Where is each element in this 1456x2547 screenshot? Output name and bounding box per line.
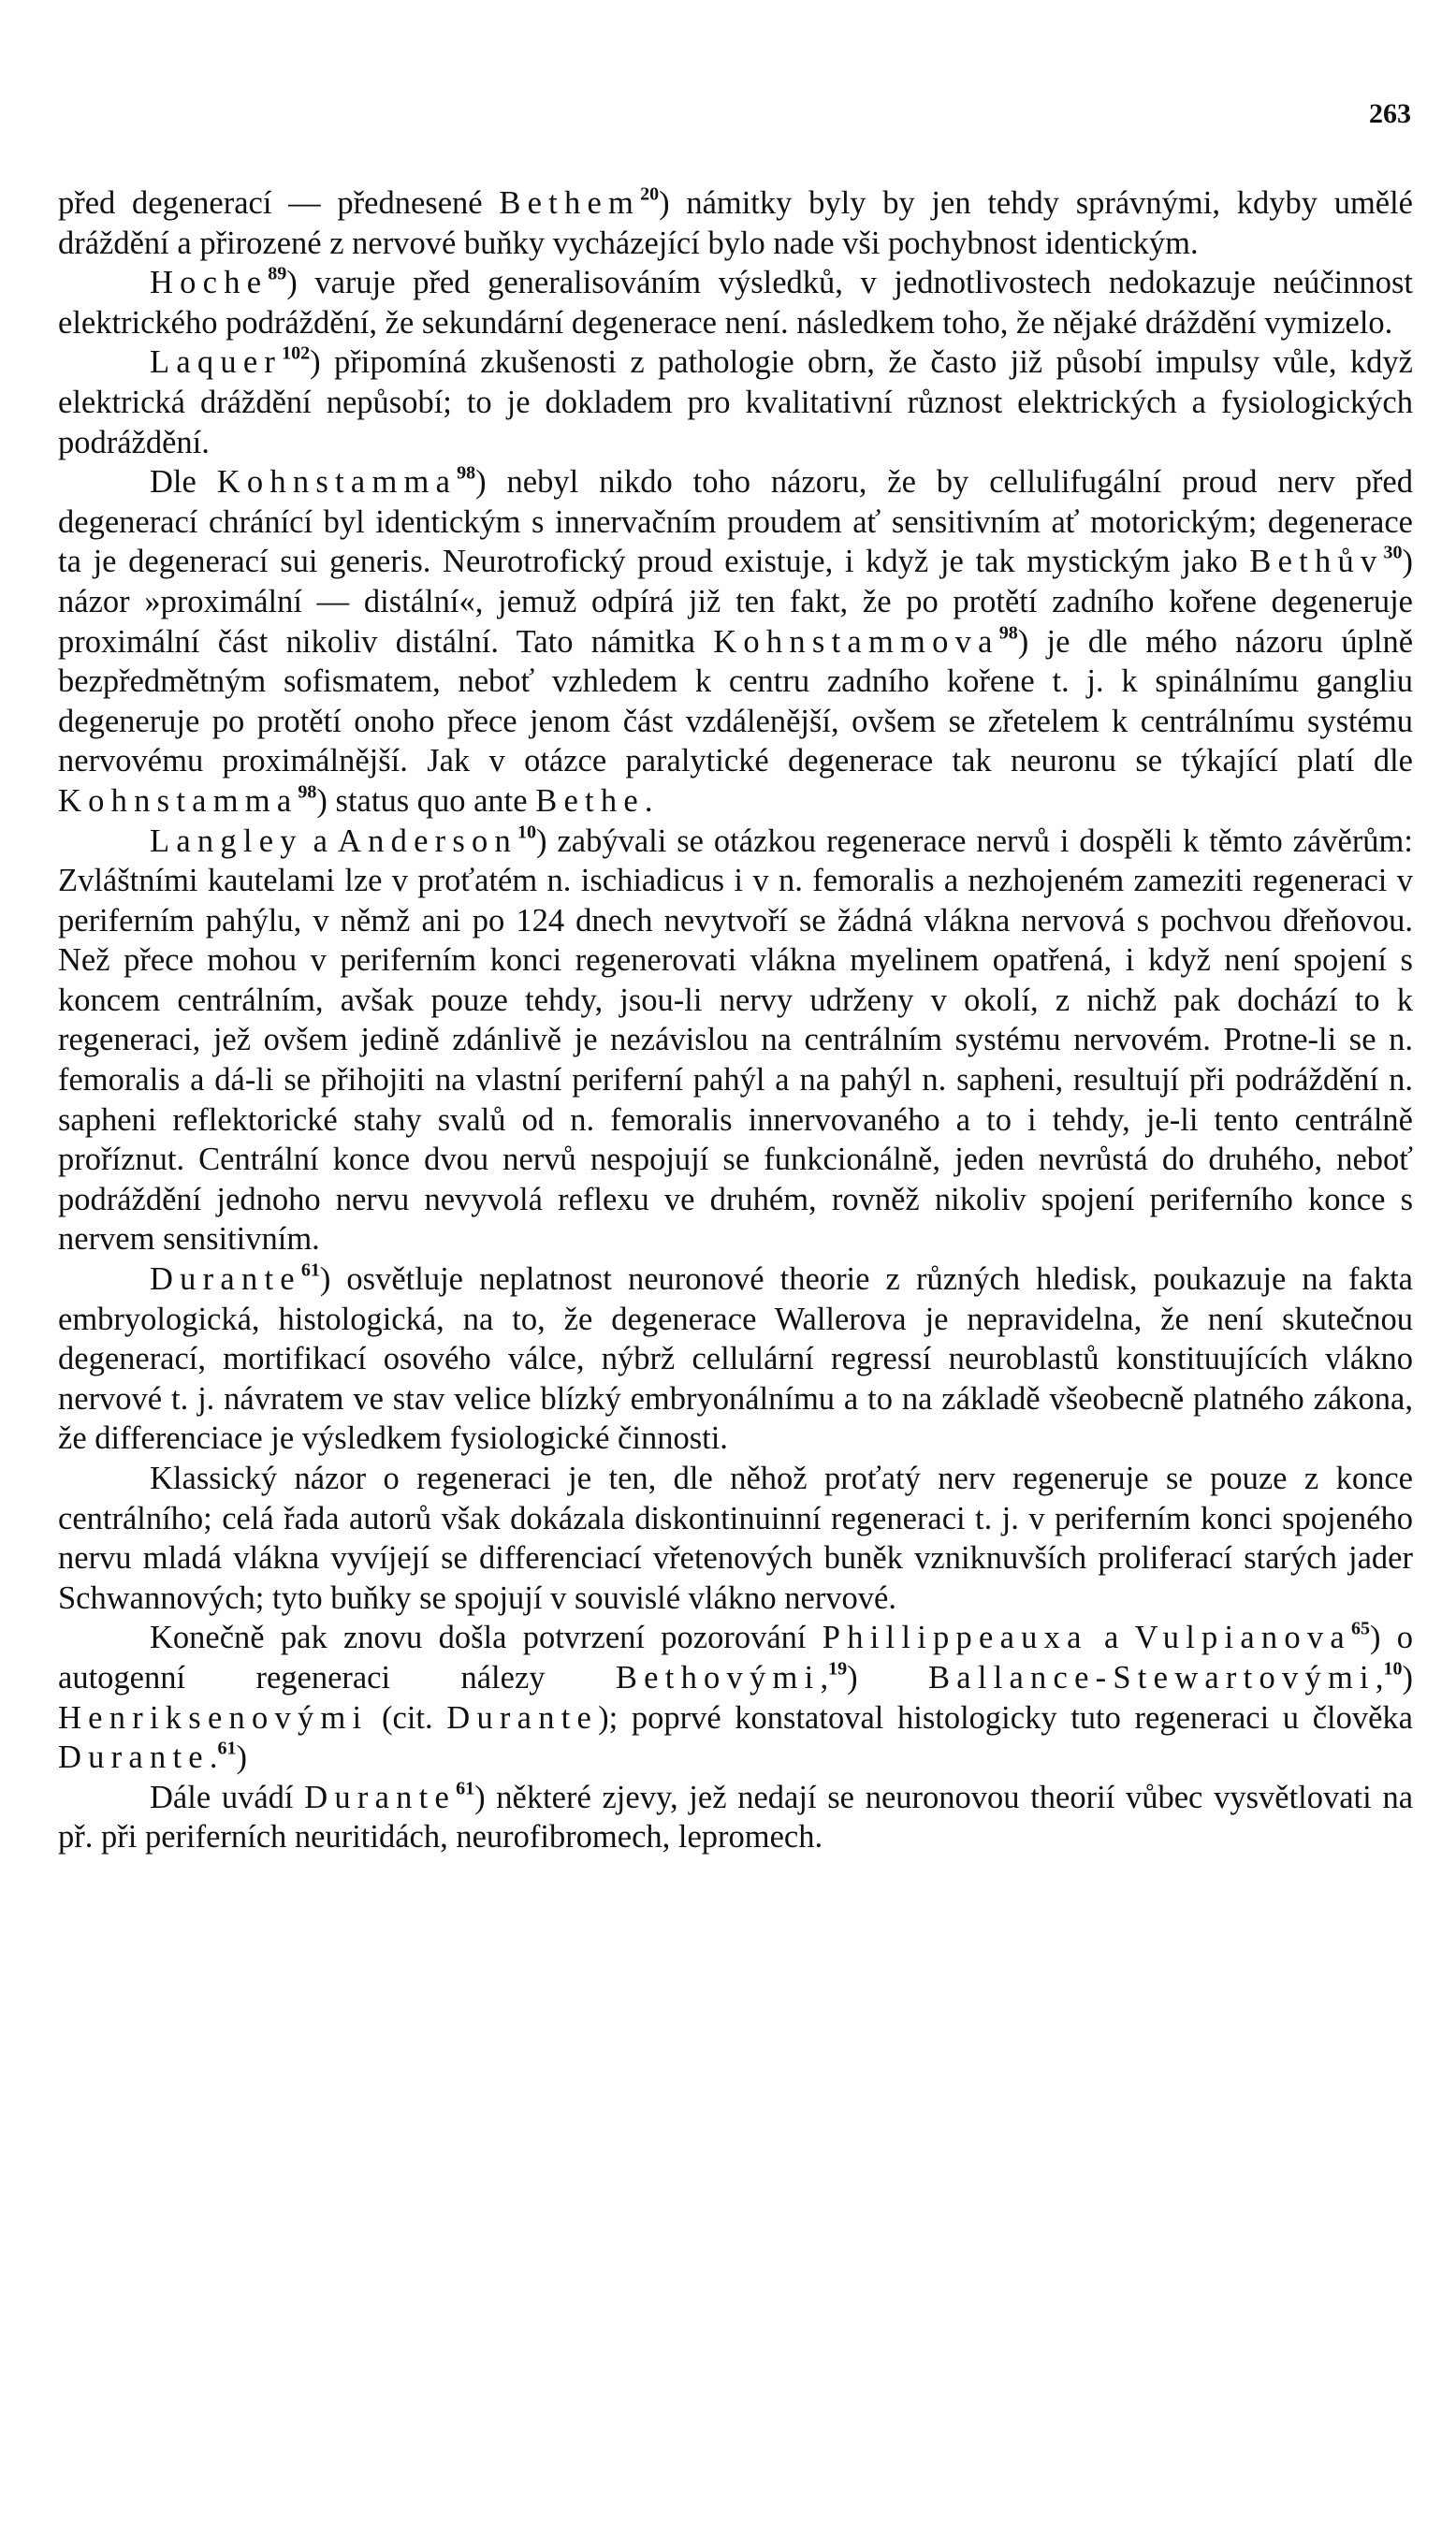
text-segment: ) námitky byly by jen tehdy správnými, kdyby umělé dráždění a přirozené z nervové buňky vycházející bylo nade vši pochybnost identickým. [58, 185, 1413, 261]
page-number: 263 [1369, 98, 1411, 129]
author-name: Durante [58, 1739, 210, 1776]
author-name: Kohnstamma [216, 464, 458, 501]
paragraph [58, 183, 1413, 263]
text-body [58, 183, 1413, 1857]
author-name: Durante [150, 1261, 301, 1298]
paragraph [58, 1259, 1413, 1459]
author-name: Laquer [150, 344, 283, 381]
author-name: Langley [150, 822, 303, 859]
author-name: Ballance-Stewartovými [928, 1659, 1376, 1696]
paragraph [58, 462, 1413, 821]
text-segment: Dle [150, 464, 217, 501]
text-segment: ) [236, 1739, 247, 1776]
paragraph [58, 822, 1413, 1260]
author-name: Vulpianova [1134, 1620, 1351, 1656]
text-segment: a [302, 822, 338, 859]
text-segment: . [644, 782, 653, 819]
author-name: Anderson [337, 822, 518, 859]
author-name: Kohnstamma [58, 782, 298, 819]
reference-number: 102 [282, 342, 311, 364]
text-segment: , [1375, 1659, 1384, 1696]
text-segment: ) názor »proximální — distální«, jemuž odpírá již ten fakt, že po protětí zadního kořene degeneruje proximální část nikoliv distální. Tato námitka [58, 544, 1413, 660]
text-segment: ) je dle mého názoru úplně bezpředmětným sofismatem, neboť vzhledem k centru zadního kořene t. j. k spinálnímu gangliu degeneruje po protětí onoho přece jenom část vzdálenější, ovšem se zřetelem k centrálnímu systému nervovému proximálnější. Jak v otázce paralytické degenerace tak neuronu se týkající platí dle [58, 623, 1414, 779]
reference-number: 19 [828, 1658, 848, 1680]
text-segment: Konečně pak znovu došla potvrzení pozorování [150, 1620, 823, 1656]
text-segment: (cit. [368, 1699, 447, 1736]
author-name: Henriksenovými [58, 1699, 369, 1736]
paragraph [58, 342, 1413, 462]
author-name: Kohnstammova [713, 623, 999, 660]
text-segment: ) o autogenní regeneraci nálezy [58, 1620, 1413, 1696]
text-segment: ); poprvé konstatoval histologicky tuto regeneraci u člověka [598, 1699, 1413, 1736]
reference-number: 20 [640, 183, 660, 205]
text-segment: ) varuje před generalisováním výsledků, v jednotlivostech nedokazuje neúčinnost elektrického podráždění, že sekundární degenerace není. následkem toho, že nějaké dráždění vymizelo. [58, 265, 1413, 341]
text-segment: před degenerací — přednesené [58, 185, 500, 221]
reference-number: 89 [268, 263, 287, 284]
reference-number: 30 [1383, 542, 1403, 563]
reference-number: 61 [456, 1778, 475, 1799]
author-name: Hoche [150, 265, 269, 301]
reference-number: 61 [300, 1259, 320, 1281]
reference-number: 98 [998, 622, 1018, 644]
text-segment: . [209, 1739, 218, 1776]
text-segment: ) nebyl nikdo toho názoru, že by cellulifugální proud nerv před degenerací chránící byl identickým s innervačním proudem ať sensitivním ať motorickým; degenerace ta je degenerací sui generis. Neurotrofický proud existuje, i když je tak mystickým jako [58, 464, 1413, 580]
author-name: Durante [446, 1699, 599, 1736]
text-segment: Klassický názor o regeneraci je ten, dle něhož proťatý nerv regeneruje se pouze z konce centrálního; celá řada autorů však dokázala diskontinuinní regeneraci t. j. v periferním konci spojeného nervu mladá vlákna vyvíjejí se differenciací vřetenových buněk vzniknuvších proliferací starých jader Schwannových; tyto buňky se spojují v souvislé vlákno nervové. [58, 1461, 1413, 1616]
text-segment: ) zabývali se otázkou regenerace nervů i dospěli k těmto závěrům: Zvláštními kautelami lze v proťatém n. ischiadicus i v n. femoralis a nezhojeném zameziti regeneraci v periferním pahýlu, v němž ani po 124 dnech nevytvoří se žádná vlákna nervová s pochvou dřeňovou. Než přece mohou v periferním konci regenerovati vlákna myelinem opatřená, i když není spojení s koncem centrálním, avšak pouze tehdy, jsou-li nervy udrženy v okolí, z nichž pak dochází to k regeneraci, jež ovšem jedině zdánlivě je nezávislou na centrálním systému nervovém. Protne-li se n. femoralis a dá-li se přihojiti na vlastní periferní pahýl a na pahýl n. sapheni, resultují při podráždění n. sapheni reflektorické stahy svalů od n. femoralis innervovaného a to i tehdy, je-li tento centrálně proříznut. Centrální konce dvou nervů nespojují se funkcionálně, jeden nevrůstá do druhého, neboť podráždění jednoho nervu nevyvolá reflexu ve druhém, rovněž nikoliv spojení periferního konce s nervem sensitivním. [58, 822, 1413, 1258]
reference-number: 10 [1383, 1658, 1403, 1680]
author-name: Phillippeauxa [822, 1620, 1088, 1656]
reference-number: 98 [298, 781, 317, 803]
text-segment: a [1087, 1620, 1135, 1656]
paragraph [58, 1459, 1413, 1618]
text-segment: ) [1402, 1659, 1413, 1696]
text-segment: ) status quo ante [316, 782, 536, 819]
author-name: Bethe [535, 782, 645, 819]
paragraph [58, 1778, 1413, 1857]
paragraph [58, 1618, 1413, 1777]
author-name: Durante [304, 1779, 457, 1815]
author-name: Bethův [1249, 544, 1384, 580]
author-name: Bethovými [615, 1659, 821, 1696]
text-segment: ) osvětluje neplatnost neuronové theorie z různých hledisk, poukazuje na fakta embryologická, histologická, na to, že degenerace Wallerova je nepravidelna, že není skutečnou degenerací, mortifikací osového válce, nýbrž cellulární regressí neuroblastů konstituujících vlákno nervové t. j. návratem ve stav velice blízký embryonálnímu a to na základě všeobecně platného zákona, že differenciace je výsledkem fysiologické činnosti. [58, 1261, 1413, 1457]
text-segment: ) připomíná zkušenosti z pathologie obrn, že často již působí impulsy vůle, když elektrická dráždění nepůsobí; to je dokladem pro kvalitativní různost elektrických a fysiologických podráždění. [58, 344, 1413, 460]
author-name: Bethem [499, 185, 641, 221]
text-segment: ) některé zjevy, jež nedají se neuronovou theorií vůbec vysvětlovati na př. při periferních neuritidách, neurofibromech, lepromech. [58, 1779, 1414, 1856]
reference-number: 61 [217, 1738, 237, 1759]
reference-number: 65 [1350, 1618, 1370, 1639]
paragraph [58, 263, 1413, 342]
text-segment: , [820, 1659, 829, 1696]
reference-number: 98 [457, 462, 476, 484]
reference-number: 10 [517, 822, 537, 843]
text-segment: Dále uvádí [150, 1779, 305, 1815]
text-segment: ) [847, 1659, 928, 1696]
